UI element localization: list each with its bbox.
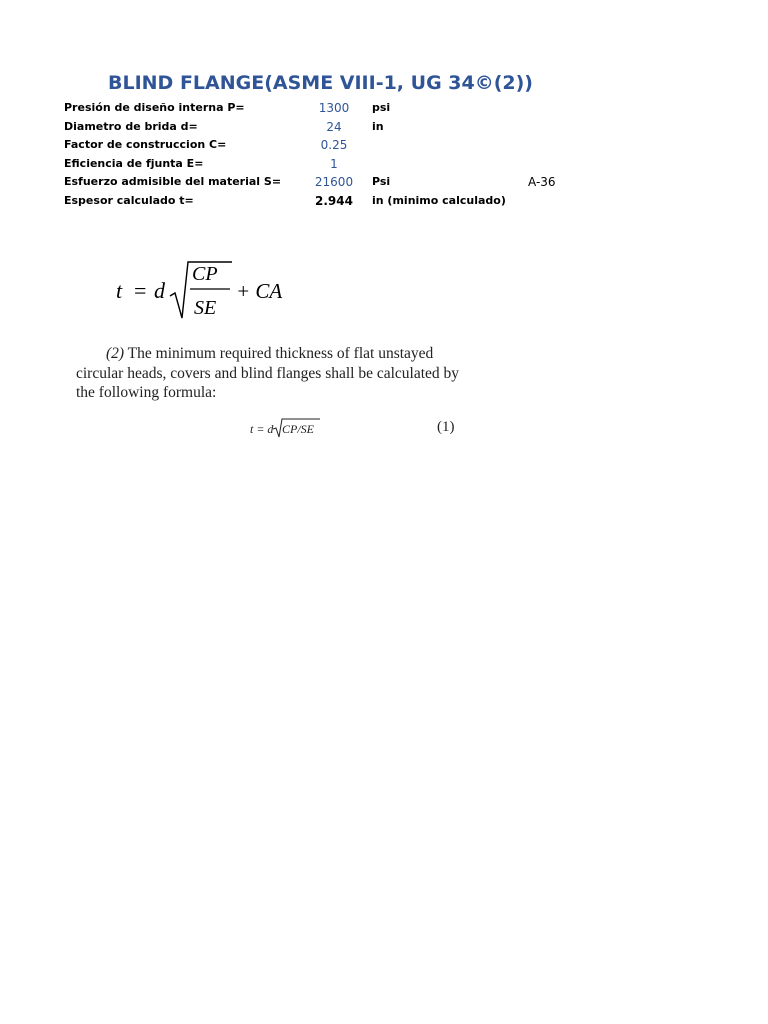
row-label: Esfuerzo admisible del material S=: [64, 175, 282, 188]
inline-formula-radicand: CP/SE: [282, 422, 314, 436]
row-unit: in: [372, 120, 384, 133]
table-row: [0, 99, 768, 117]
formula-numerator: CP: [192, 263, 218, 285]
row-label: Factor de construccion C=: [64, 138, 227, 151]
inline-formula-lhs: t = d: [250, 422, 274, 436]
table-row: [0, 173, 768, 191]
formula-equals: =: [134, 278, 147, 303]
row-value: 0.25: [320, 138, 348, 152]
inline-formula: [248, 416, 348, 442]
formula-lhs: t: [116, 278, 123, 303]
row-label: Eficiencia de fjunta E=: [64, 157, 204, 170]
row-note: A-36: [528, 175, 556, 189]
row-label: Diametro de brida d=: [64, 120, 198, 133]
table-row: [0, 136, 768, 154]
row-label: Presión de diseño interna P=: [64, 101, 245, 114]
row-value: 1: [330, 157, 338, 171]
row-value: 2.944: [315, 194, 353, 208]
table-row: [0, 155, 768, 173]
formula-d: d: [154, 278, 165, 303]
row-unit: in (minimo calculado): [372, 194, 506, 207]
standard-excerpt: [76, 344, 476, 403]
row-value: 24: [326, 120, 342, 134]
row-unit: psi: [372, 101, 391, 114]
page-title: BLIND FLANGE(ASME VIII-1, UG 34©(2)): [108, 72, 533, 94]
thickness-formula: [112, 256, 312, 326]
formula-denominator: SE: [194, 297, 217, 319]
clause-number: (2): [106, 345, 125, 362]
row-label: Espesor calculado t=: [64, 194, 194, 207]
clause-text: The minimum required thickness of flat unstayed circular heads, covers and blind flanges shall be calculated by the following formula:: [76, 345, 460, 401]
table-row: [0, 192, 768, 210]
row-value: 1300: [318, 101, 350, 115]
formula-tail: + CA: [236, 279, 283, 303]
equation-number: (1): [437, 419, 455, 435]
table-row: [0, 118, 768, 136]
row-value: 21600: [314, 175, 354, 189]
row-unit: Psi: [372, 175, 391, 188]
